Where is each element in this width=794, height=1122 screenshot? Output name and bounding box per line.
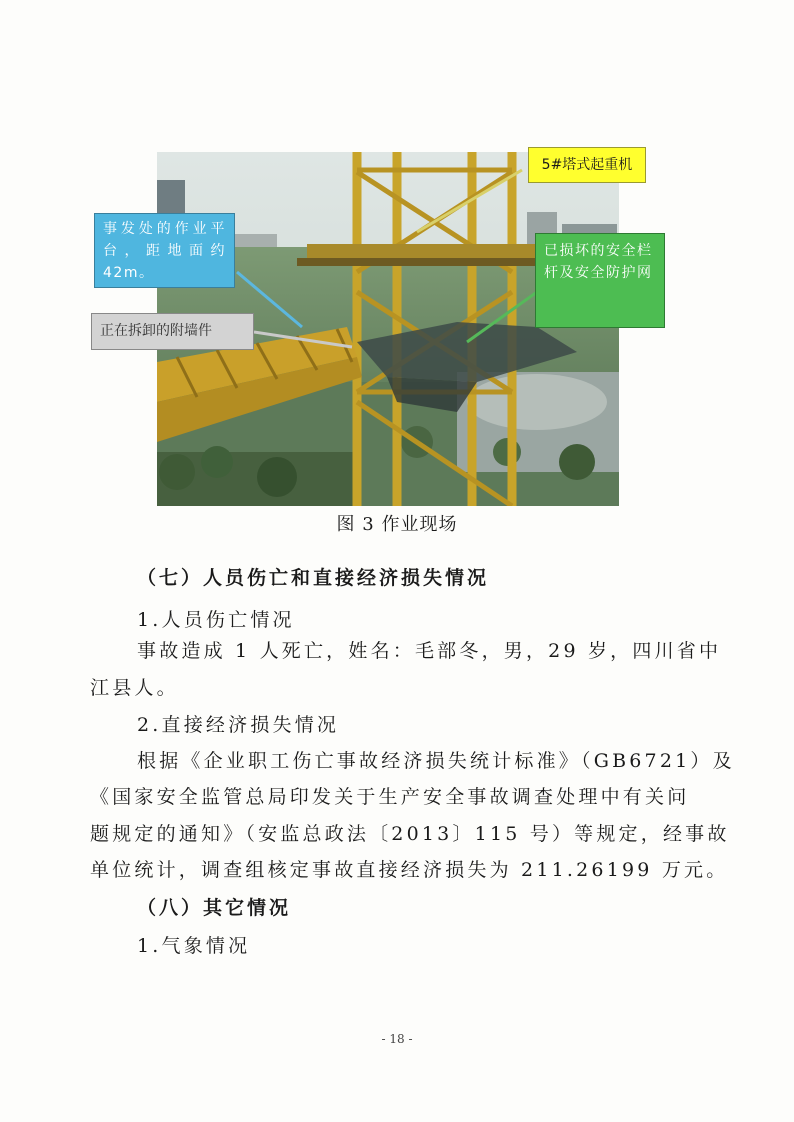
paragraph-line: 《国家安全监管总局印发关于生产安全事故调查处理中有关问 [90, 786, 690, 808]
paragraph-line: 单位统计，调查组核定事故直接经济损失为 211.26199 万元。 [90, 859, 729, 881]
paragraph-line: 根据《企业职工伤亡事故经济损失统计标准》（GB6721）及 [137, 750, 735, 772]
subheading-economic-loss: 2.直接经济损失情况 [137, 714, 340, 736]
section-heading-other: （八）其它情况 [137, 897, 292, 919]
page-number: - 18 - [381, 1032, 413, 1046]
section-heading-casualties: （七）人员伤亡和直接经济损失情况 [137, 567, 490, 589]
subheading-casualties: 1.人员伤亡情况 [137, 609, 295, 631]
wall-attachment-callout: 正在拆卸的附墙件 [91, 313, 254, 350]
crane-callout: 5#塔式起重机 [528, 147, 646, 183]
subheading-weather: 1.气象情况 [137, 935, 251, 957]
paragraph-line: 事故造成 1 人死亡，姓名：毛部冬，男，29 岁，四川省中 [137, 640, 722, 662]
railing-callout: 已损坏的安全栏杆及安全防护网 [535, 233, 665, 328]
paragraph-line: 题规定的通知》（安监总政法〔2013〕115 号）等规定，经事故 [90, 823, 730, 845]
platform-callout: 事发处的作业平台，距地面约42m。 [94, 213, 235, 288]
paragraph-line: 江县人。 [90, 677, 179, 699]
figure-caption: 图 3 作业现场 [336, 514, 458, 535]
